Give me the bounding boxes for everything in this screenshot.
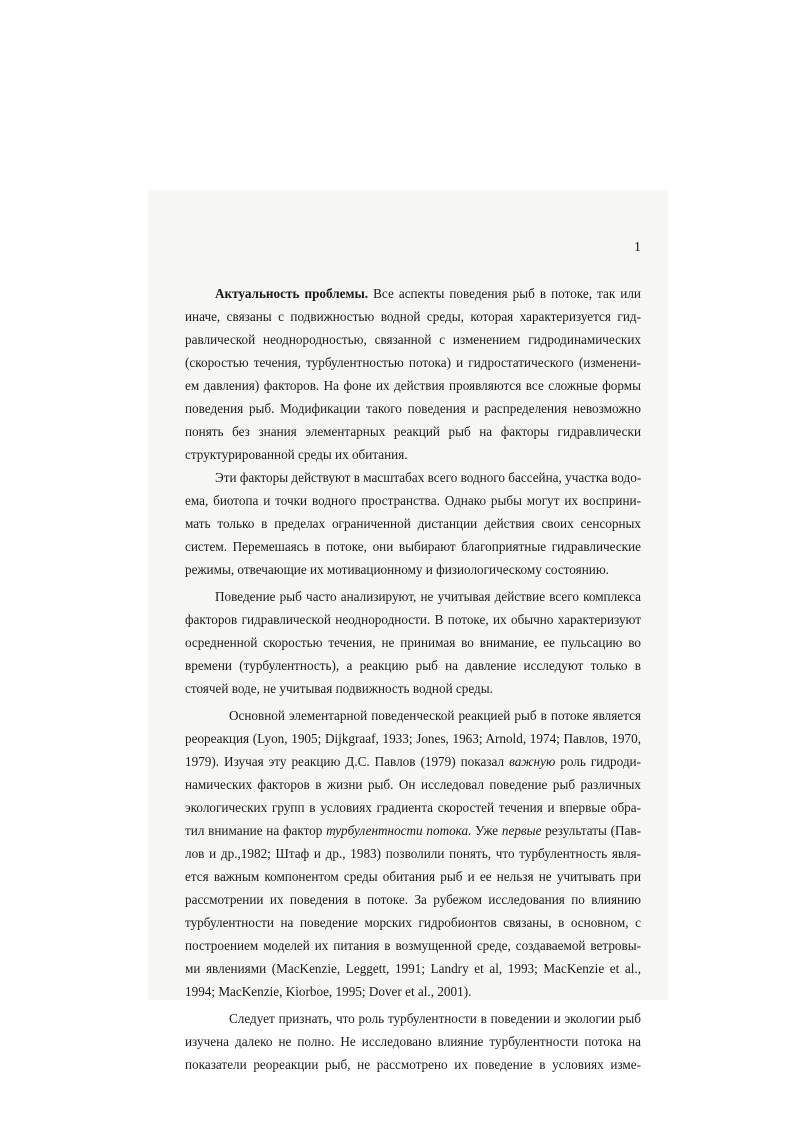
- text-line: осредненной скоростью течения, не принимая во внимание, ее пульсацию во: [185, 635, 641, 650]
- text-line: рассмотрении их поведения в потоке. За рубежом исследования по влиянию: [185, 892, 641, 907]
- paragraph-rheoreaction: [185, 704, 641, 1003]
- paragraph-behavior: [185, 585, 641, 700]
- text-line: (скоростью течения, турбулентностью потока) и гидростатического (изменени-: [185, 355, 641, 370]
- text-line: показатели реореакции рыб, не рассмотрено их поведение в условиях изме-: [185, 1057, 641, 1072]
- text-line: ется важным компонентом среды обитания рыб и ее нельзя не учитывать при: [185, 869, 641, 884]
- text-line: Поведение рыб часто анализируют, не учитывая действие всего комплекса: [215, 589, 641, 604]
- text-line: структурированной среды их обитания.: [185, 447, 408, 462]
- text-line: Актуальность проблемы. Все аспекты поведения рыб в потоке, так или: [215, 286, 641, 301]
- text-line: факторов гидравлической неоднородности. В потоке, их обычно характеризуют: [185, 612, 641, 627]
- text-line: иначе, связаны с подвижностью водной среды, которая характеризуется гид-: [185, 309, 641, 324]
- text-line: изучена далеко не полно. Не исследовано влияние турбулентности потока на: [185, 1034, 641, 1049]
- text-line: равлической неоднородностью, связанной с изменением гидродинамических: [185, 332, 641, 347]
- text-line: лов и др.,1982; Штаф и др., 1983) позволили понять, что турбулентность явля-: [185, 846, 641, 861]
- text-line: ми явлениями (MacKenzie, Leggett, 1991; Landry et al, 1993; MacKenzie et al.,: [185, 961, 641, 976]
- text-line: построением моделей их питания в возмущенной среде, создаваемой ветровы-: [185, 938, 641, 953]
- text-line: тил внимание на фактор турбулентности потока. Уже первые результаты (Пав-: [185, 823, 641, 838]
- text-line: режимы, отвечающие их мотивационному и физиологическому состоянию.: [185, 562, 609, 577]
- text-line: турбулентности на поведение морских гидробионтов связаны, в основном, с: [185, 915, 641, 930]
- text-line: ема, биотопа и точки водного пространства. Однако рыбы могут их восприни-: [185, 493, 641, 508]
- text-line: стоячей воде, не учитывая подвижность водной среды.: [185, 681, 493, 696]
- paragraph-conclusion: [185, 1007, 641, 1076]
- page-number: 1: [634, 240, 641, 255]
- document-body: [185, 282, 641, 1076]
- text-line: мать только в пределах ограниченной дистанции действия своих сенсорных: [185, 516, 641, 531]
- text-line: 1979). Изучая эту реакцию Д.С. Павлов (1979) показал важную роль гидроди-: [185, 754, 641, 769]
- text-line: понять без знания элементарных реакций рыб на факторы гидравлически: [185, 424, 641, 439]
- text-line: 1994; MacKenzie, Kiorboe, 1995; Dover et al., 2001).: [185, 984, 472, 999]
- text-line: Следует признать, что роль турбулентности в поведении и экологии рыб: [229, 1011, 641, 1026]
- text-line: ем давления) факторов. На фоне их действия проявляются все сложные формы: [185, 378, 641, 393]
- text-line: реореакция (Lyon, 1905; Dijkgraaf, 1933; Jones, 1963; Arnold, 1974; Павлов, 1970,: [185, 731, 641, 746]
- section-heading: Актуальность проблемы.: [215, 286, 369, 301]
- paragraph-factors: [185, 466, 641, 581]
- text-line: Основной элементарной поведенческой реакцией рыб в потоке является: [229, 708, 641, 723]
- text-line: экологических групп в условиях градиента скоростей течения и впервые обра-: [185, 800, 641, 815]
- paragraph-relevance: [185, 282, 641, 466]
- text-line: поведения рыб. Модификации такого поведения и распределения невозможно: [185, 401, 641, 416]
- text-line: намических факторов в жизни рыб. Он исследовал поведение рыб различных: [185, 777, 641, 792]
- text-line: Эти факторы действуют в масштабах всего водного бассейна, участка водо-: [215, 470, 641, 485]
- text-line: времени (турбулентность), а реакцию рыб на давление исследуют только в: [185, 658, 641, 673]
- text-line: систем. Перемешаясь в потоке, они выбирают благоприятные гидравлические: [185, 539, 641, 554]
